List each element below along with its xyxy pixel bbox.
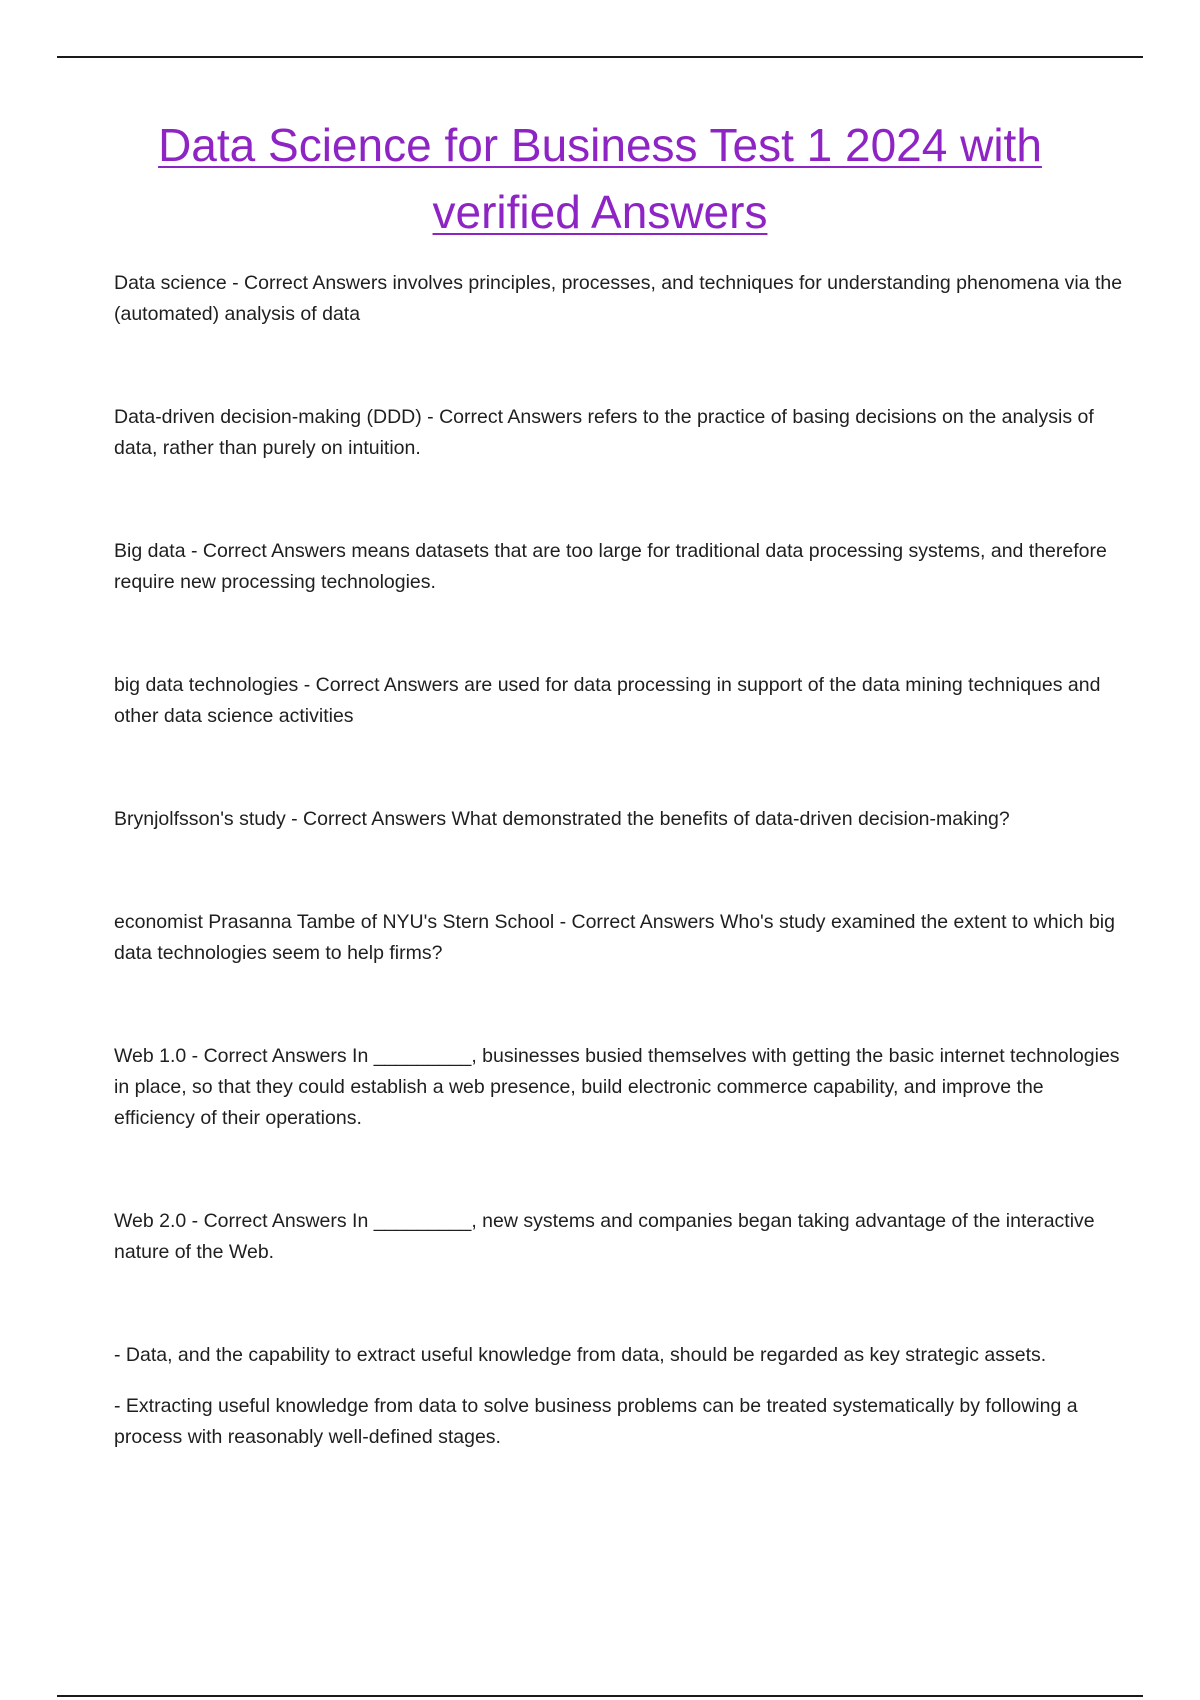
flashcard-entry: Web 2.0 - Correct Answers In _________, new systems and companies began taking advantage of the interactive nature of the Web. <box>114 1210 1095 1263</box>
bottom-divider <box>57 1695 1143 1697</box>
flashcard-entry: Data science - Correct Answers involves principles, processes, and techniques for understanding phenomena via the (automated) analysis of data <box>114 272 1123 325</box>
flashcard-entry: big data technologies - Correct Answers are used for data processing in support of the data mining techniques and other data science activities <box>114 674 1101 727</box>
document-title <box>100 112 1100 246</box>
top-divider <box>57 56 1143 58</box>
flashcard-entry: Web 1.0 - Correct Answers In _________, businesses busied themselves with getting the basic internet technologies in place, so that they could establish a web presence, build electronic commerce capability, and improve the efficiency of their operations. <box>114 1045 1120 1129</box>
flashcard-entry: economist Prasanna Tambe of NYU's Stern School - Correct Answers Who's study examined the extent to which big data technologies seem to help firms? <box>114 911 1115 964</box>
bullet-point: - Extracting useful knowledge from data to solve business problems can be treated systematically by following a process with reasonably well-defined stages. <box>114 1395 1078 1448</box>
document-title-text: Data Science for Business Test 1 2024 with verified Answers <box>158 119 1042 238</box>
flashcard-entry: Data-driven decision-making (DDD) - Correct Answers refers to the practice of basing decisions on the analysis of data, rather than purely on intuition. <box>114 406 1094 459</box>
flashcard-entry: Brynjolfsson's study - Correct Answers What demonstrated the benefits of data-driven decision-making? <box>114 808 1010 830</box>
flashcard-entry: Big data - Correct Answers means datasets that are too large for traditional data processing systems, and therefore require new processing technologies. <box>114 540 1107 593</box>
bullet-point: - Data, and the capability to extract useful knowledge from data, should be regarded as key strategic assets. <box>114 1344 1047 1366</box>
flashcard-list <box>114 268 1124 1453</box>
